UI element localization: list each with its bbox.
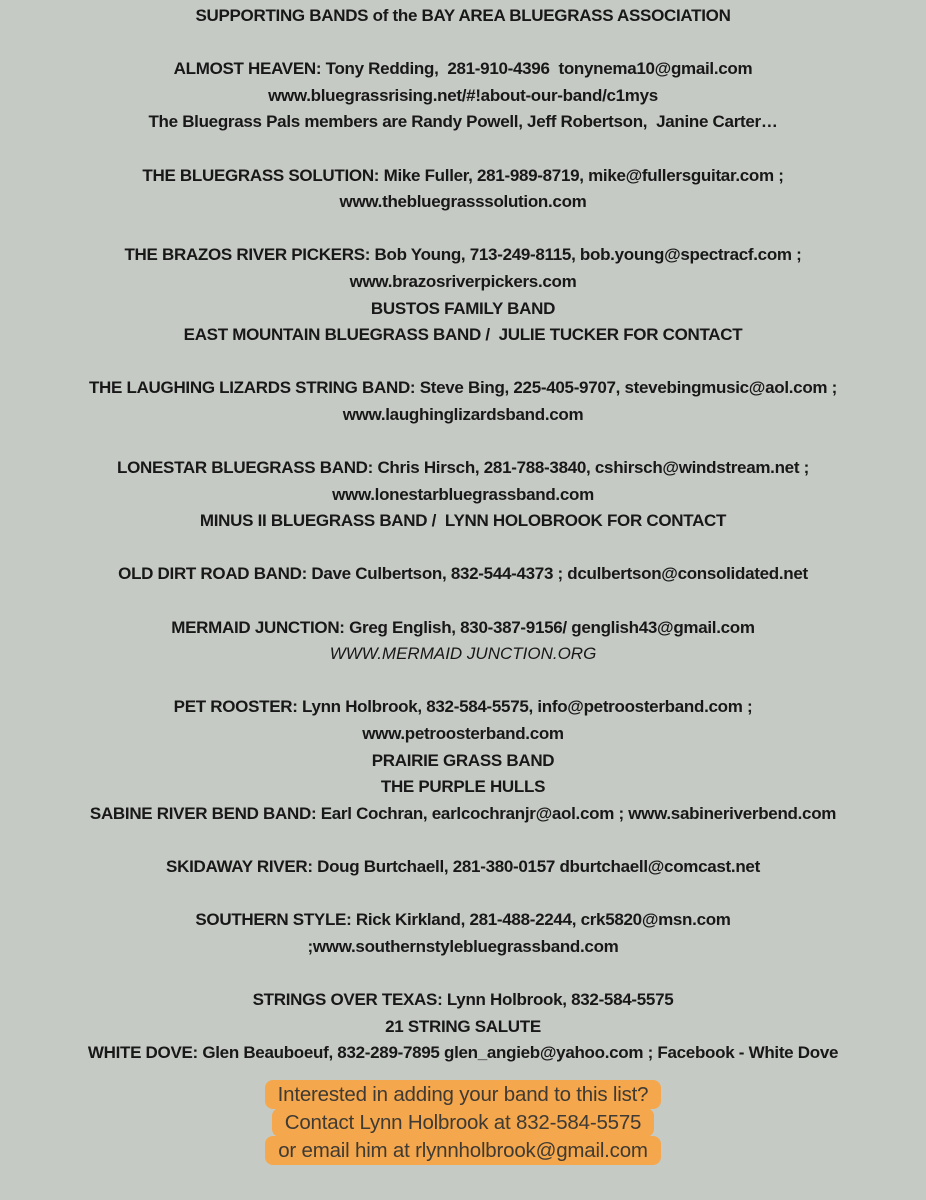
band-line: www.laughinglizardsband.com	[342, 404, 584, 424]
band-line: THE LAUGHING LIZARDS STRING BAND: Steve Bing, 225-405-9707, stevebingmusic@aol.com ;	[88, 378, 838, 398]
band-line: PRAIRIE GRASS BAND	[371, 750, 555, 770]
band-line: ALMOST HEAVEN: Tony Redding, 281-910-4396 tonynema10@gmail.com	[173, 59, 753, 79]
band-group	[0, 242, 926, 348]
band-line: The Bluegrass Pals members are Randy Powell, Jeff Robertson, Janine Carter…	[148, 112, 778, 132]
band-line: SABINE RIVER BEND BAND: Earl Cochran, earlcochranjr@aol.com ; www.sabineriverbend.com	[89, 803, 837, 823]
band-line: STRINGS OVER TEXAS: Lynn Holbrook, 832-584-5575	[252, 989, 674, 1009]
band-line: www.thebluegrasssolution.com	[339, 192, 587, 212]
band-group	[0, 615, 926, 668]
band-group	[0, 694, 926, 827]
notice-line: or email him at rlynnholbrook@gmail.com	[265, 1136, 661, 1165]
band-line: EAST MOUNTAIN BLUEGRASS BAND / JULIE TUCKER FOR CONTACT	[183, 325, 743, 345]
band-line: 21 STRING SALUTE	[385, 1016, 541, 1036]
notice-box	[0, 1080, 926, 1165]
band-line: THE PURPLE HULLS	[380, 777, 546, 797]
band-line: www.petroosterband.com	[362, 724, 564, 744]
band-line: OLD DIRT ROAD BAND: Dave Culbertson, 832-544-4373 ; dculbertson@consolidated.net	[118, 564, 808, 584]
band-line: ;www.southernstylebluegrassband.com	[307, 936, 619, 956]
band-line: PET ROOSTER: Lynn Holbrook, 832-584-5575, info@petroosterband.com ;	[173, 697, 753, 717]
band-group	[0, 163, 926, 216]
band-line: MERMAID JUNCTION: Greg English, 830-387-9156/ genglish43@gmail.com	[171, 617, 755, 637]
band-line: MINUS II BLUEGRASS BAND / LYNN HOLOBROOK FOR CONTACT	[199, 511, 727, 531]
band-line: LONESTAR BLUEGRASS BAND: Chris Hirsch, 281-788-3840, cshirsch@windstream.net ;	[117, 458, 809, 478]
band-line: SOUTHERN STYLE: Rick Kirkland, 281-488-2244, crk5820@msn.com	[195, 910, 731, 930]
band-line: www.brazosriverpickers.com	[349, 271, 577, 291]
band-group	[0, 561, 926, 588]
band-line: www.bluegrassrising.net/#!about-our-band/c1mys	[268, 85, 658, 105]
band-list	[0, 56, 926, 1067]
page-title: SUPPORTING BANDS of the BAY AREA BLUEGRASS ASSOCIATION	[195, 6, 731, 25]
band-group	[0, 56, 926, 136]
band-group	[0, 854, 926, 881]
notice-line: Contact Lynn Holbrook at 832-584-5575	[272, 1108, 655, 1137]
band-line: www.lonestarbluegrassband.com	[332, 484, 594, 504]
band-group	[0, 455, 926, 535]
notice-line: Interested in adding your band to this list?	[265, 1080, 662, 1109]
band-line: THE BLUEGRASS SOLUTION: Mike Fuller, 281-989-8719, mike@fullersguitar.com ;	[142, 165, 784, 185]
band-line: THE BRAZOS RIVER PICKERS: Bob Young, 713-249-8115, bob.young@spectracf.com ;	[124, 245, 802, 265]
band-line: SKIDAWAY RIVER: Doug Burtchaell, 281-380-0157 dburtchaell@comcast.net	[166, 857, 760, 876]
band-line: WWW.MERMAID JUNCTION.ORG	[329, 644, 597, 664]
band-line: WHITE DOVE: Glen Beauboeuf, 832-289-7895 glen_angieb@yahoo.com ; Facebook - White Dove	[87, 1043, 839, 1063]
band-group	[0, 907, 926, 960]
band-group	[0, 375, 926, 428]
band-line: BUSTOS FAMILY BAND	[370, 298, 556, 318]
band-group	[0, 987, 926, 1067]
